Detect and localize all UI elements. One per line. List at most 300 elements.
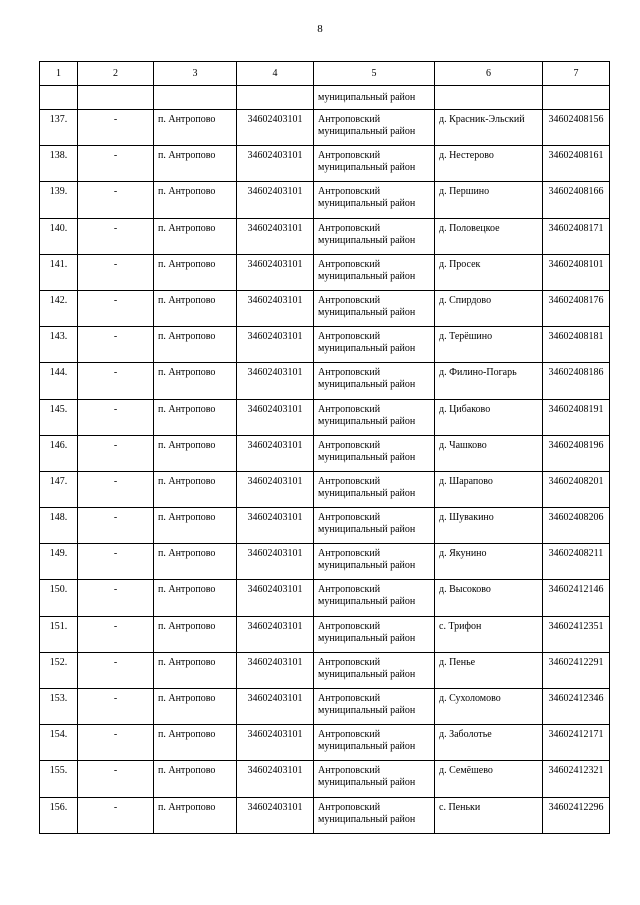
locality-code: 34602408181 xyxy=(548,331,604,343)
table-cell xyxy=(40,689,78,725)
column-2-value: - xyxy=(113,475,118,487)
district-name: муниципальный район xyxy=(318,92,416,103)
district-type: муниципальный район xyxy=(318,126,416,137)
locality-code: 34602408171 xyxy=(548,222,604,234)
continuation-row xyxy=(40,86,610,110)
table-cell xyxy=(154,689,237,725)
table-cell xyxy=(40,218,78,254)
column-2-value: - xyxy=(113,765,118,777)
table-row xyxy=(40,399,610,435)
table-row xyxy=(40,254,610,290)
table-cell xyxy=(543,327,610,363)
table-cell xyxy=(154,471,237,507)
table-cell xyxy=(435,254,543,290)
locality-code: 34602412296 xyxy=(548,801,604,813)
district-name: Антроповский xyxy=(318,258,381,270)
table-cell xyxy=(154,580,237,616)
table-cell xyxy=(543,508,610,544)
settlement-name: п. Антропово xyxy=(158,512,216,524)
settlement-name: п. Антропово xyxy=(158,186,216,198)
district-type: муниципальный район xyxy=(318,668,416,680)
column-2-value: - xyxy=(113,258,118,270)
table-cell xyxy=(314,652,435,688)
table-cell xyxy=(40,652,78,688)
table-cell xyxy=(40,761,78,797)
column-2-value: - xyxy=(113,620,118,632)
table-cell xyxy=(78,146,154,182)
locality-name: д. Просек xyxy=(439,258,481,270)
settlement-name: п. Антропово xyxy=(158,693,216,704)
settlement-code: 34602403101 xyxy=(247,114,303,125)
table-cell xyxy=(78,797,154,833)
table-cell xyxy=(154,544,237,580)
locality-name: д. Шувакино xyxy=(439,512,494,524)
table-cell xyxy=(435,471,543,507)
district-type: муниципальный район xyxy=(318,777,416,789)
column-2-value: - xyxy=(113,331,118,343)
table-cell xyxy=(154,616,237,652)
table-cell xyxy=(435,761,543,797)
table-cell xyxy=(40,725,78,761)
locality-name: д. Шарапово xyxy=(439,475,493,487)
row-number: 140. xyxy=(49,222,68,234)
column-2-value: - xyxy=(113,729,118,741)
table-cell xyxy=(314,86,435,110)
settlement-name: п. Антропово xyxy=(158,656,216,668)
table-cell xyxy=(435,399,543,435)
locality-name: д. Сухоломово xyxy=(439,693,501,704)
locality-code: 34602408156 xyxy=(548,114,604,125)
table-cell xyxy=(154,725,237,761)
table-cell xyxy=(40,580,78,616)
settlement-name: п. Антропово xyxy=(158,475,216,487)
row-number: 144. xyxy=(49,367,68,379)
table-cell xyxy=(237,544,314,580)
table-cell xyxy=(543,399,610,435)
district-name: Антроповский xyxy=(318,512,381,524)
table-cell xyxy=(543,182,610,218)
row-number: 151. xyxy=(49,620,68,632)
district-type: муниципальный район xyxy=(318,415,416,427)
district-type: муниципальный район xyxy=(318,596,416,608)
settlement-name: п. Антропово xyxy=(158,367,216,379)
table-cell xyxy=(314,761,435,797)
table-cell xyxy=(435,218,543,254)
locality-name: с. Трифон xyxy=(439,620,482,632)
district-name: Антроповский xyxy=(318,439,381,451)
row-number: 153. xyxy=(49,693,68,704)
locality-code: 34602408196 xyxy=(548,439,604,451)
locality-name: д. Красник-Эльский xyxy=(439,114,525,125)
locality-code: 34602412291 xyxy=(548,656,604,668)
district-name: Антроповский xyxy=(318,548,381,560)
table-cell xyxy=(78,327,154,363)
settlement-code: 34602403101 xyxy=(247,403,303,415)
table-row xyxy=(40,725,610,761)
locality-code: 34602412351 xyxy=(548,620,604,632)
settlement-code: 34602403101 xyxy=(247,620,303,632)
table-cell xyxy=(314,689,435,725)
table-cell xyxy=(40,544,78,580)
table-cell xyxy=(314,616,435,652)
table-cell xyxy=(435,146,543,182)
locality-name: д. Пенье xyxy=(439,656,476,668)
settlement-code: 34602403101 xyxy=(247,656,303,668)
table-cell xyxy=(78,761,154,797)
table-cell xyxy=(154,146,237,182)
table-cell xyxy=(435,652,543,688)
district-type: муниципальный район xyxy=(318,705,416,716)
table-cell xyxy=(435,182,543,218)
table-cell xyxy=(314,254,435,290)
table-cell xyxy=(543,725,610,761)
district-name: Антроповский xyxy=(318,403,381,415)
table-cell xyxy=(314,327,435,363)
table-cell xyxy=(543,544,610,580)
table-cell xyxy=(237,218,314,254)
table-row xyxy=(40,652,610,688)
column-2-value: - xyxy=(113,367,118,379)
row-number: 155. xyxy=(49,765,68,777)
locality-code: 34602408176 xyxy=(548,294,604,306)
locality-code: 34602408206 xyxy=(548,512,604,524)
table-cell xyxy=(237,689,314,725)
table-cell xyxy=(543,761,610,797)
table-cell xyxy=(40,471,78,507)
table-cell xyxy=(154,86,237,110)
settlements-table xyxy=(39,61,610,834)
table-cell xyxy=(154,652,237,688)
table-cell xyxy=(154,182,237,218)
column-2-value: - xyxy=(113,114,118,125)
locality-code: 34602408101 xyxy=(548,258,604,270)
table-cell xyxy=(237,508,314,544)
table-cell xyxy=(435,435,543,471)
locality-name: д. Спирдово xyxy=(439,294,492,306)
locality-code: 34602408161 xyxy=(548,150,604,162)
district-name: Антроповский xyxy=(318,114,381,125)
table-cell xyxy=(435,797,543,833)
table-row xyxy=(40,327,610,363)
locality-name: д. Заболотье xyxy=(439,729,492,741)
table-cell xyxy=(154,110,237,146)
table-row xyxy=(40,363,610,399)
column-2-value: - xyxy=(113,222,118,234)
locality-name: д. Якунино xyxy=(439,548,487,560)
table-cell xyxy=(40,435,78,471)
table-cell xyxy=(237,652,314,688)
table-cell xyxy=(78,110,154,146)
table-cell xyxy=(78,254,154,290)
table-cell xyxy=(78,471,154,507)
table-cell xyxy=(237,327,314,363)
settlement-code: 34602403101 xyxy=(247,475,303,487)
settlement-code: 34602403101 xyxy=(247,765,303,777)
table-cell xyxy=(435,110,543,146)
table-cell xyxy=(543,471,610,507)
column-2-value: - xyxy=(113,801,118,813)
row-number: 143. xyxy=(49,331,68,343)
table-row xyxy=(40,146,610,182)
table-cell xyxy=(314,146,435,182)
table-cell xyxy=(435,725,543,761)
district-name: Антроповский xyxy=(318,331,381,343)
table-cell xyxy=(314,290,435,326)
table-cell xyxy=(154,797,237,833)
table-cell xyxy=(435,580,543,616)
column-2-value: - xyxy=(113,656,118,668)
table-cell xyxy=(78,580,154,616)
settlement-code: 34602403101 xyxy=(247,512,303,524)
table-cell xyxy=(314,471,435,507)
locality-name: д. Чашково xyxy=(439,439,487,451)
column-header-7: 7 xyxy=(543,62,610,86)
district-type: муниципальный район xyxy=(318,198,416,210)
row-number: 138. xyxy=(49,150,68,162)
district-type: муниципальный район xyxy=(318,379,416,391)
settlement-name: п. Антропово xyxy=(158,439,216,451)
table-row xyxy=(40,797,610,833)
table-cell xyxy=(237,725,314,761)
locality-code: 34602408211 xyxy=(548,548,604,560)
district-name: Антроповский xyxy=(318,656,381,668)
table-cell xyxy=(543,580,610,616)
table-cell xyxy=(314,182,435,218)
table-cell xyxy=(237,435,314,471)
table-cell xyxy=(237,471,314,507)
locality-code: 34602412171 xyxy=(548,729,604,741)
table-cell xyxy=(78,363,154,399)
settlement-name: п. Антропово xyxy=(158,150,216,162)
settlement-name: п. Антропово xyxy=(158,765,216,777)
locality-name: д. Половецкое xyxy=(439,222,500,234)
table-cell xyxy=(78,218,154,254)
district-type: муниципальный район xyxy=(318,306,416,318)
settlement-code: 34602403101 xyxy=(247,439,303,451)
table-cell xyxy=(154,327,237,363)
table-cell xyxy=(40,290,78,326)
column-2-value: - xyxy=(113,584,118,596)
settlement-code: 34602403101 xyxy=(247,186,303,198)
table-cell xyxy=(237,146,314,182)
locality-name: д. Цибаково xyxy=(439,403,491,415)
table-cell xyxy=(40,182,78,218)
district-name: Антроповский xyxy=(318,584,381,596)
table-cell xyxy=(78,544,154,580)
column-header-2: 2 xyxy=(78,62,154,86)
settlement-name: п. Антропово xyxy=(158,222,216,234)
table-cell xyxy=(237,86,314,110)
table-cell xyxy=(435,86,543,110)
table-cell xyxy=(435,327,543,363)
table-cell xyxy=(40,363,78,399)
locality-code: 34602408201 xyxy=(548,475,604,487)
row-number: 154. xyxy=(49,729,68,741)
column-header-6: 6 xyxy=(435,62,543,86)
table-cell xyxy=(237,399,314,435)
table-row xyxy=(40,580,610,616)
table-cell xyxy=(543,146,610,182)
table-cell xyxy=(40,327,78,363)
settlement-code: 34602403101 xyxy=(247,548,303,560)
district-name: Антроповский xyxy=(318,729,381,741)
locality-code: 34602408191 xyxy=(548,403,604,415)
table-cell xyxy=(237,797,314,833)
district-type: муниципальный район xyxy=(318,162,416,174)
table-row xyxy=(40,544,610,580)
district-type: муниципальный район xyxy=(318,451,416,463)
column-2-value: - xyxy=(113,186,118,198)
locality-code: 34602408166 xyxy=(548,186,604,198)
row-number: 149. xyxy=(49,548,68,560)
settlement-code: 34602403101 xyxy=(247,693,303,704)
table-cell xyxy=(435,689,543,725)
table-cell xyxy=(435,616,543,652)
table-cell xyxy=(314,544,435,580)
table-cell xyxy=(40,399,78,435)
row-number: 141. xyxy=(49,258,68,270)
locality-name: с. Пеньки xyxy=(439,801,481,813)
locality-code: 34602412346 xyxy=(548,693,604,704)
table-cell xyxy=(543,218,610,254)
table-row xyxy=(40,110,610,146)
settlement-code: 34602403101 xyxy=(247,222,303,234)
table-cell xyxy=(78,290,154,326)
settlement-name: п. Антропово xyxy=(158,258,216,270)
table-cell xyxy=(314,435,435,471)
table-row xyxy=(40,182,610,218)
table-cell xyxy=(78,182,154,218)
locality-name: д. Терёшино xyxy=(439,331,493,343)
table-cell xyxy=(314,797,435,833)
settlement-name: п. Антропово xyxy=(158,114,216,125)
table-cell xyxy=(543,797,610,833)
district-name: Антроповский xyxy=(318,765,381,777)
settlement-name: п. Антропово xyxy=(158,403,216,415)
table-cell xyxy=(40,508,78,544)
district-type: муниципальный район xyxy=(318,487,416,499)
settlement-name: п. Антропово xyxy=(158,584,216,596)
district-type: муниципальный район xyxy=(318,632,416,644)
table-row xyxy=(40,761,610,797)
locality-name: д. Высоково xyxy=(439,584,491,596)
table-cell xyxy=(237,290,314,326)
district-name: Антроповский xyxy=(318,801,381,813)
table-cell xyxy=(154,435,237,471)
table-row xyxy=(40,689,610,725)
table-cell xyxy=(314,580,435,616)
row-number: 150. xyxy=(49,584,68,596)
district-name: Антроповский xyxy=(318,150,381,162)
table-cell xyxy=(237,761,314,797)
district-type: муниципальный район xyxy=(318,524,416,536)
row-number: 145. xyxy=(49,403,68,415)
district-name: Антроповский xyxy=(318,693,381,704)
table-cell xyxy=(543,435,610,471)
column-2-value: - xyxy=(113,693,118,704)
table-cell xyxy=(154,761,237,797)
locality-code: 34602412146 xyxy=(548,584,604,596)
settlement-code: 34602403101 xyxy=(247,294,303,306)
district-name: Антроповский xyxy=(318,620,381,632)
table-cell xyxy=(314,363,435,399)
table-cell xyxy=(543,290,610,326)
locality-code: 34602412321 xyxy=(548,765,604,777)
settlement-code: 34602403101 xyxy=(247,801,303,813)
table-cell xyxy=(237,580,314,616)
locality-name: д. Семёшево xyxy=(439,765,493,777)
column-2-value: - xyxy=(113,512,118,524)
district-type: муниципальный район xyxy=(318,741,416,753)
settlement-code: 34602403101 xyxy=(247,331,303,343)
table-cell xyxy=(40,797,78,833)
row-number: 139. xyxy=(49,186,68,198)
table-cell xyxy=(543,363,610,399)
table-cell xyxy=(154,363,237,399)
table-cell xyxy=(435,363,543,399)
table-cell xyxy=(40,86,78,110)
column-header-4: 4 xyxy=(237,62,314,86)
locality-name: д. Филино-Погарь xyxy=(439,367,517,379)
table-cell xyxy=(543,86,610,110)
table-cell xyxy=(40,110,78,146)
table-cell xyxy=(543,110,610,146)
settlement-code: 34602403101 xyxy=(247,584,303,596)
table-cell xyxy=(154,399,237,435)
table-cell xyxy=(78,86,154,110)
table-cell xyxy=(314,725,435,761)
district-name: Антроповский xyxy=(318,294,381,306)
table-cell xyxy=(78,508,154,544)
table-row xyxy=(40,508,610,544)
row-number: 156. xyxy=(49,801,68,813)
table-cell xyxy=(237,182,314,218)
table-cell xyxy=(237,616,314,652)
table-row xyxy=(40,290,610,326)
settlement-name: п. Антропово xyxy=(158,294,216,306)
table-cell xyxy=(40,254,78,290)
settlement-name: п. Антропово xyxy=(158,620,216,632)
row-number: 146. xyxy=(49,439,68,451)
column-2-value: - xyxy=(113,294,118,306)
table-cell xyxy=(435,544,543,580)
table-cell xyxy=(237,363,314,399)
table-cell xyxy=(78,616,154,652)
district-type: муниципальный район xyxy=(318,560,416,572)
settlement-name: п. Антропово xyxy=(158,801,216,813)
table-row xyxy=(40,435,610,471)
settlement-name: п. Антропово xyxy=(158,331,216,343)
table-cell xyxy=(78,689,154,725)
district-type: муниципальный район xyxy=(318,270,416,282)
table-cell xyxy=(154,254,237,290)
table-cell xyxy=(314,110,435,146)
table-cell xyxy=(543,254,610,290)
table-cell xyxy=(154,508,237,544)
table-row xyxy=(40,471,610,507)
settlement-code: 34602403101 xyxy=(247,729,303,741)
table-cell xyxy=(78,652,154,688)
row-number: 137. xyxy=(49,114,68,125)
row-number: 142. xyxy=(49,294,68,306)
district-name: Антроповский xyxy=(318,367,381,379)
page-number: 8 xyxy=(317,23,323,35)
column-2-value: - xyxy=(113,403,118,415)
table-cell xyxy=(237,110,314,146)
table-cell xyxy=(543,652,610,688)
table-cell xyxy=(237,254,314,290)
locality-code: 34602408186 xyxy=(548,367,604,379)
